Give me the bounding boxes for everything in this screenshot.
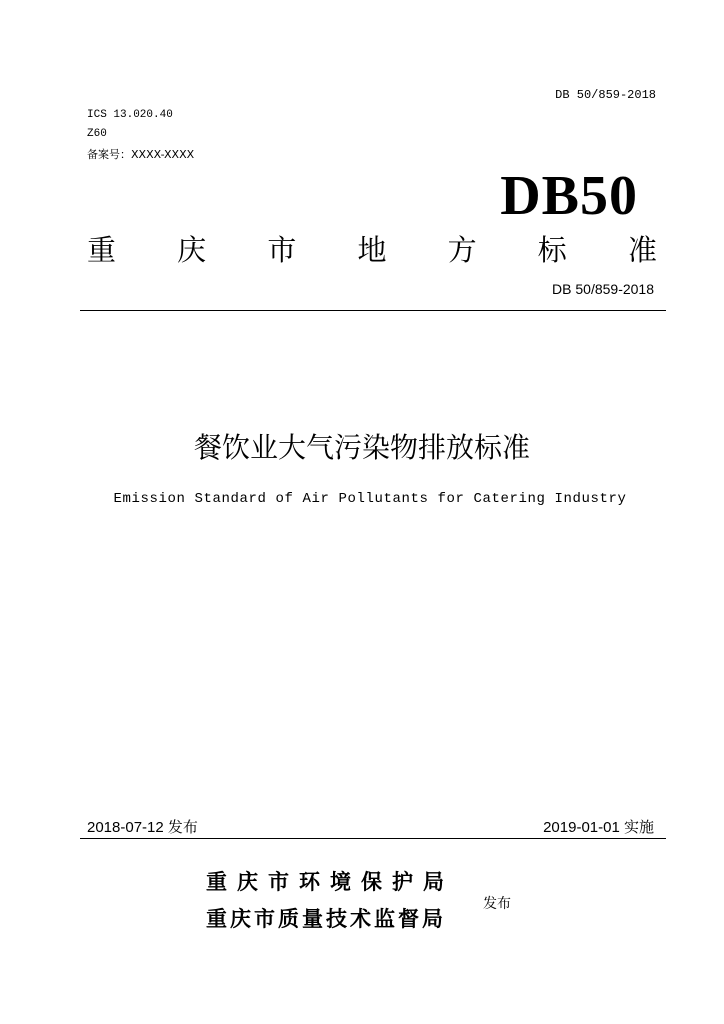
standard-type-char: 庆: [177, 233, 207, 267]
standard-type-title: [87, 233, 657, 267]
standard-code: DB 50/859-2018: [552, 281, 654, 297]
ics-number: ICS 13.020.40: [87, 109, 173, 121]
publish-label: 发布: [483, 896, 511, 912]
header-document-code: DB 50/859-2018: [555, 88, 656, 102]
document-title-chinese: 餐饮业大气污染物排放标准: [193, 431, 530, 464]
standard-type-char: 准: [627, 233, 657, 267]
standard-type-char: 标: [537, 233, 567, 267]
issue-date: 2018-07-12 发布: [87, 819, 198, 836]
standard-logo-code: DB50: [500, 165, 638, 227]
standard-type-char: 地: [357, 233, 387, 267]
standard-type-char: 市: [267, 233, 297, 267]
document-title-english: Emission Standard of Air Pollutants for Catering Industry: [113, 491, 627, 507]
standard-type-char: 方: [447, 233, 477, 267]
header-divider: [80, 310, 666, 311]
footer-divider: [80, 838, 666, 839]
issuing-authority-quality: 重庆市质量技术监督局: [206, 907, 446, 931]
record-number: 备案号：XXXX-XXXX: [87, 148, 195, 161]
standard-type-char: 重: [87, 233, 117, 267]
implementation-date: 2019-01-01 实施: [543, 819, 654, 836]
issuing-authority-environment: 重庆市环境保护局: [206, 870, 454, 894]
classification-code: Z60: [87, 128, 107, 140]
